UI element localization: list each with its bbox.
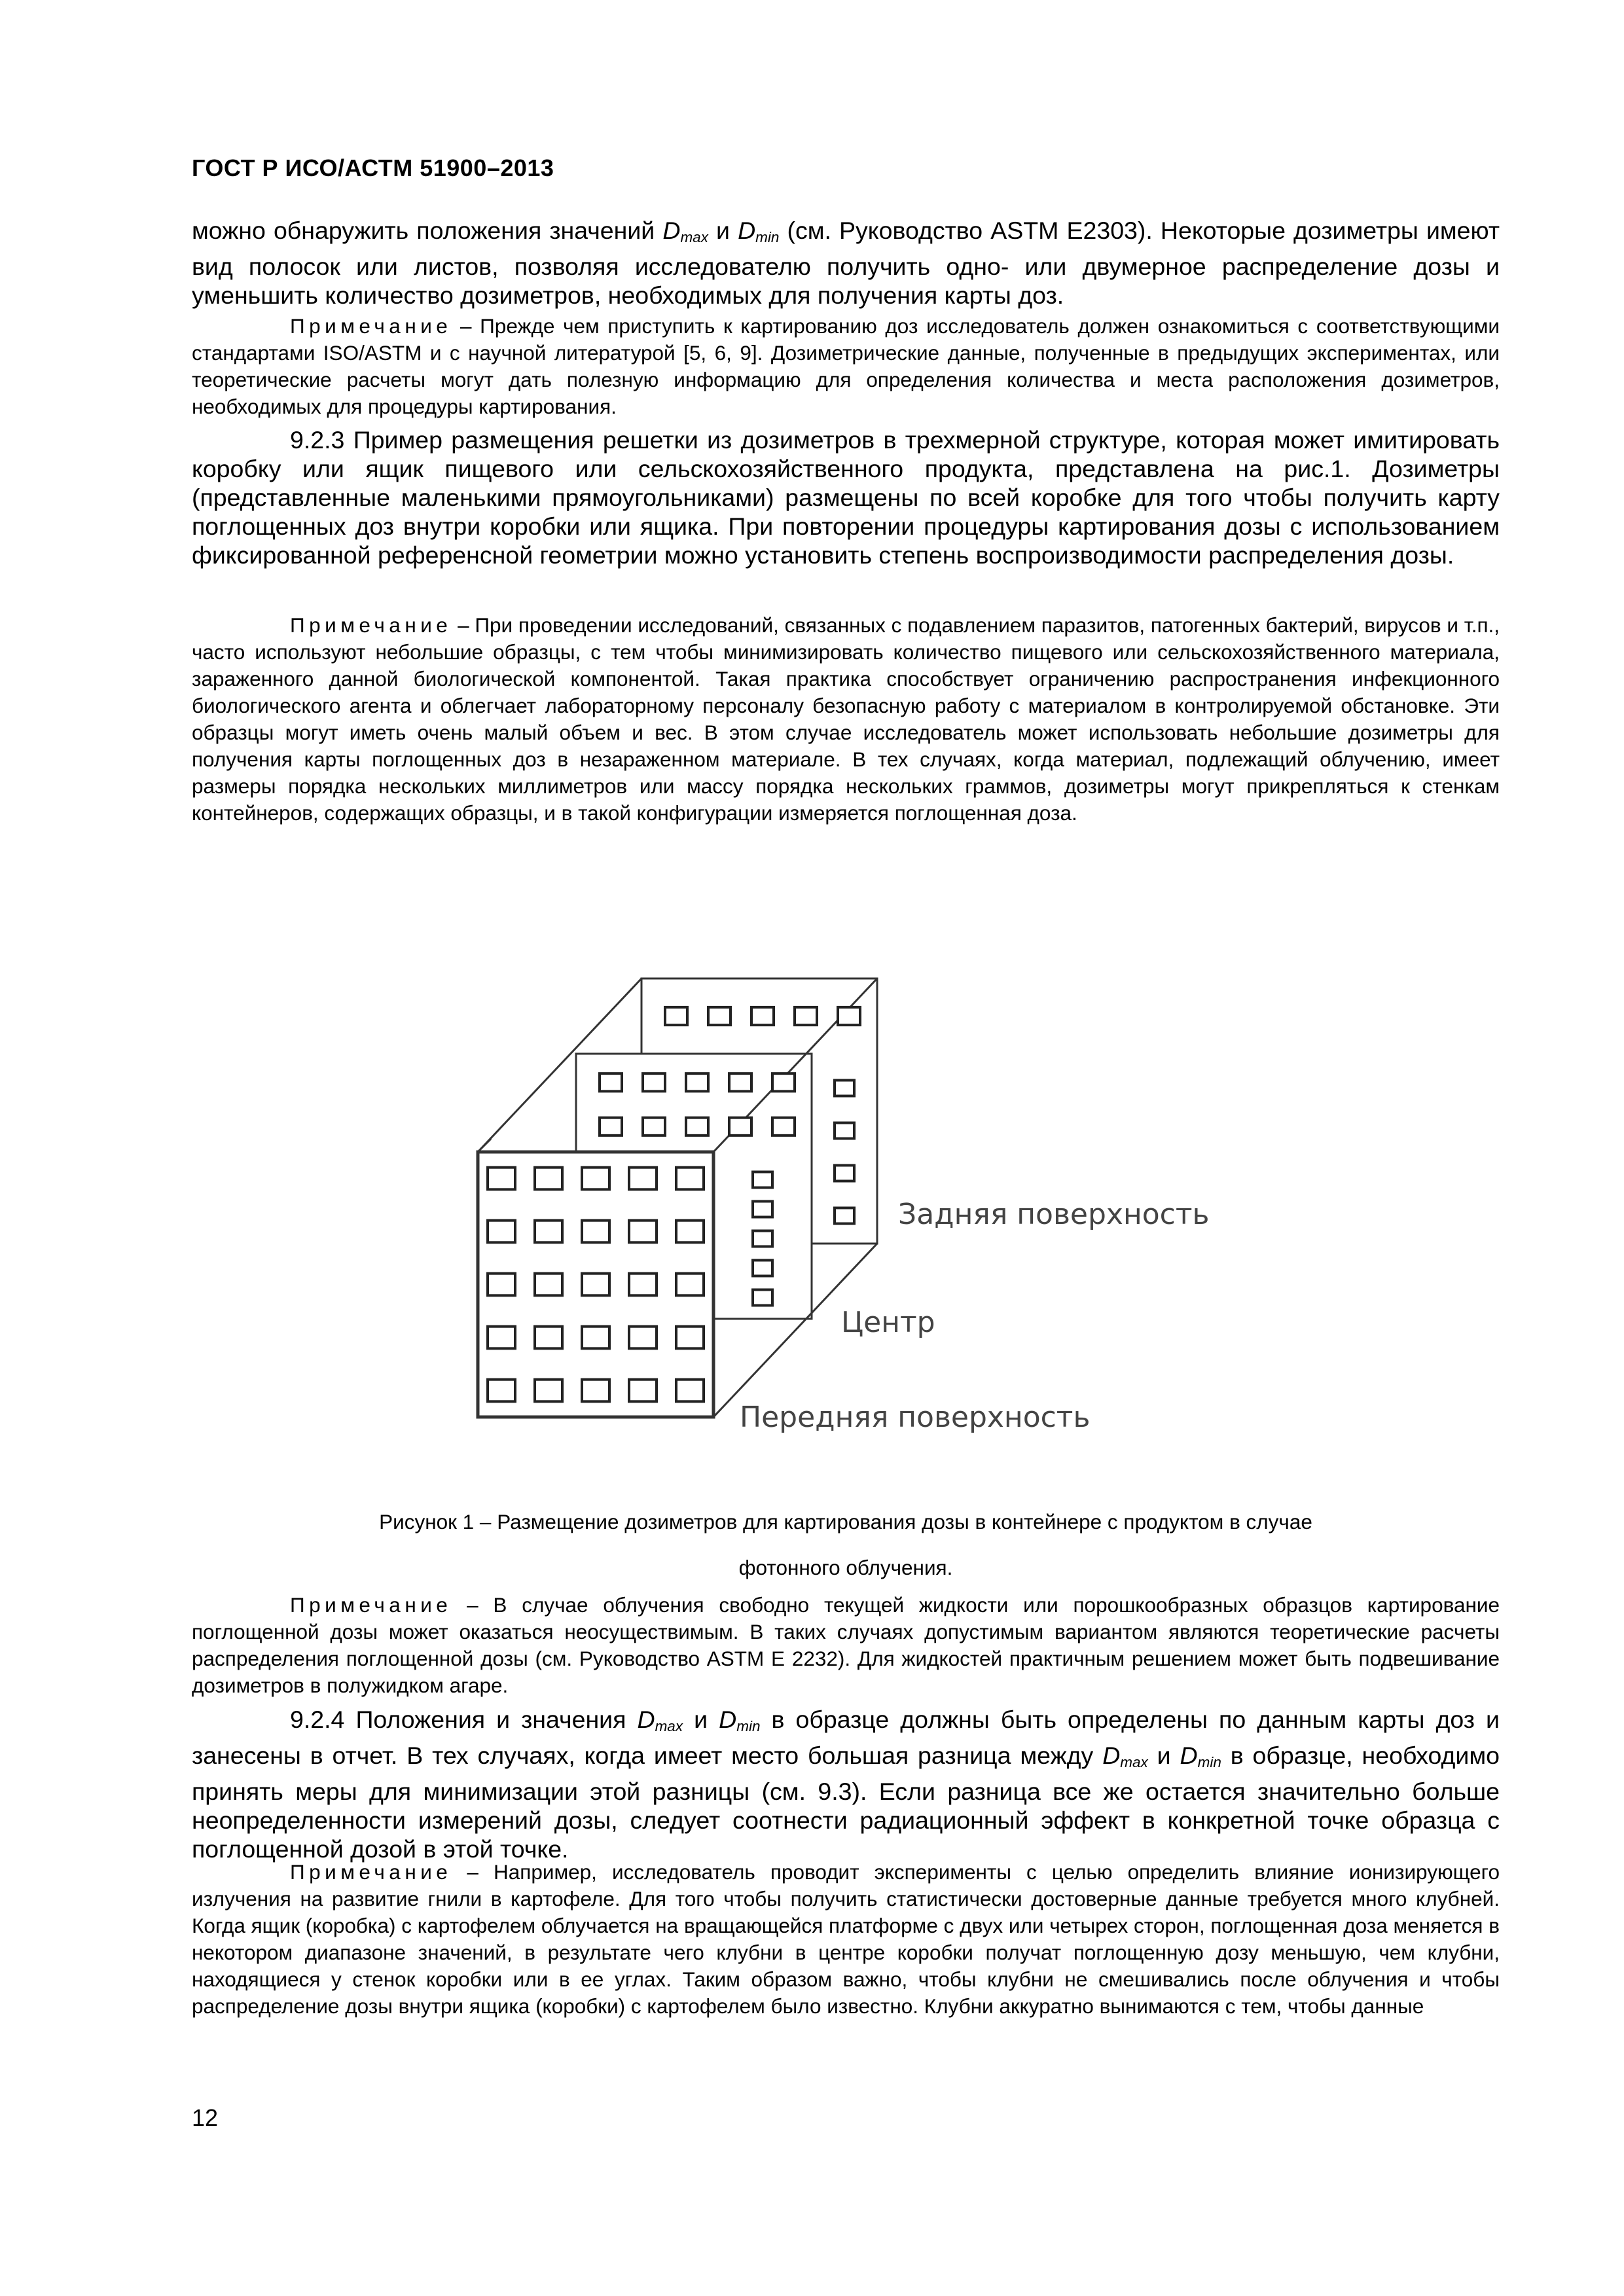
paragraph-text: и [708, 217, 738, 244]
dosimeter-square [488, 1380, 515, 1402]
note-4 [192, 1859, 1500, 2020]
dosimeter-square [629, 1380, 657, 1402]
dosimeter-square [753, 1231, 772, 1247]
figure-1-dosimeter-box [458, 949, 1210, 1460]
dosimeter-square [838, 1007, 860, 1025]
paragraph-9-2-3 [192, 425, 1500, 569]
dosimeter-square [629, 1168, 657, 1190]
dosimeter-square [582, 1168, 609, 1190]
symbol-d: D [1102, 1742, 1121, 1769]
dosimeter-square [676, 1327, 704, 1349]
dosimeter-square [629, 1274, 657, 1296]
page-number: 12 [192, 2104, 219, 2131]
dosimeter-square [535, 1274, 562, 1296]
dosimeter-square [600, 1073, 622, 1091]
dosimeter-square [629, 1327, 657, 1349]
symbol-d: D [662, 217, 681, 244]
paragraph-text: и [1147, 1742, 1180, 1769]
dosimeter-square [686, 1118, 708, 1136]
subscript-min: min [1197, 1754, 1221, 1770]
dosimeter-square [772, 1073, 795, 1091]
dosimeter-square [753, 1261, 772, 1276]
note-2 [192, 612, 1500, 827]
dosimeter-square [582, 1380, 609, 1402]
paragraph-text: в образце, необходимо принять меры для минимизации этой разницы (см. 9.3). Если разница все же остается значительно больше неопределенности измерений дозы, следует соотнести радиационный эффект в конкретной точке образца с поглощенной дозой в этой точке. [192, 1742, 1500, 1863]
note-text: – Прежде чем приступить к картированию доз исследователь должен ознакомиться с соответствующими стандартами ISO/ASTM и с научной литературой [5, 6, 9]. Дозиметрические данные, полученные в предыдущих экспериментах, или теоретические расчеты могут дать полезную информацию для определения количества и места расположения дозиметров, необходимых для процедуры картирования. [192, 314, 1500, 418]
paragraph-text: и [683, 1706, 719, 1733]
symbol-d: D [738, 217, 756, 244]
note-text: – Например, исследователь проводит эксперименты с целью определить влияние ионизирующего излучения на развитие гнили в картофеле. Для того чтобы получить статистически достоверные данные требуется много клубней. Когда ящик (коробка) с картофелем облучается на вращающейся платформе с двух или четырех сторон, поглощенная доза меняется в некотором диапазоне значений, в результате чего клубни в центре коробки получат поглощенную дозу меньшую, чем клубни, находящиеся у стенок коробки или в ее углах. Таким образом важно, чтобы клубни не смешивались после облучения и чтобы распределение дозы внутри ящика (коробки) с картофелем было известно. Клубни аккуратно вынимаются с тем, чтобы данные [192, 1860, 1500, 2018]
note-text: – В случае облучения свободно текущей жидкости или порошкообразных образцов картирование поглощенной дозы может оказаться неосуществимым. В таких случаях допустимым вариантом являются теоретические расчеты распределения поглощенной дозы (см. Руководство ASTM E 2232). Для жидкостей практичным решением может быть подвешивание дозиметров в полужидком агаре. [192, 1593, 1500, 1697]
paragraph-text: 9.2.3 Пример размещения решетки из дозиметров в трехмерной структуре, которая может имитировать коробку или ящик пищевого или сельскохозяйственного продукта, представлена на рис.1. Дозиметры (представленные маленькими прямоугольниками) размещены по всей коробке для того чтобы получить карту поглощенных доз внутри коробки или ящика. При повторении процедуры картирования дозы с использованием фиксированной референсной геометрии можно установить степень воспроизводимости распределения дозы. [192, 426, 1500, 569]
note-label: Примечание [290, 314, 452, 338]
subscript-max: max [680, 229, 708, 245]
dosimeter-square [729, 1118, 751, 1136]
dosimeter-square [488, 1168, 515, 1190]
dosimeter-square [582, 1221, 609, 1243]
dosimeter-square [629, 1221, 657, 1243]
subscript-min: min [755, 229, 780, 245]
paragraph-text: (см. Руководство ASTM E2303). Некоторые дозиметры имеют вид полосок или листов, позволяя исследователю получить одно- или двумерное распределение дозы и уменьшить количество дозиметров, необходимых для получения карты доз. [192, 217, 1500, 309]
dosimeter-square [835, 1166, 854, 1181]
dosimeter-square [643, 1118, 665, 1136]
paragraph-text: 9.2.4 Положения и значения [290, 1706, 638, 1733]
paragraph-9-2-4 [192, 1705, 1500, 1863]
dosimeter-square [535, 1327, 562, 1349]
note-label: Примечание [290, 1593, 452, 1617]
note-text: – При проведении исследований, связанных с подавлением паразитов, патогенных бактерий, вирусов и т.п., часто используют небольшие образцы, с тем чтобы минимизировать количество пищевого или сельскохозяйственного материала, зараженного данной биологической компонентой. Такая практика способствует ограничению распространения инфекционного биологического агента и облегчает лабораторному персоналу безопасную работу с материалом в контролируемой обстановке. Эти образцы могут иметь очень малый объем и вес. В этом случае исследователь может использовать небольшие дозиметры для получения карты поглощенных доз в незараженном материале. В тех случаях, когда материал, подлежащий облучению, имеет размеры порядка нескольких миллиметров или массу порядка нескольких граммов, дозиметры могут прикрепляться к стенкам контейнеров, содержащих образцы, и в такой конфигурации измеряется поглощенная доза. [192, 613, 1500, 825]
dosimeter-square [753, 1172, 772, 1188]
symbol-d: D [719, 1706, 737, 1733]
symbol-d: D [1180, 1742, 1198, 1769]
figure-caption [192, 1499, 1500, 1590]
dosimeter-square [772, 1118, 795, 1136]
dosimeter-square [753, 1202, 772, 1217]
paragraph-dmax-dmin [192, 216, 1500, 310]
caption-line-2: фотонного облучения. [738, 1556, 953, 1579]
dosimeter-square [676, 1168, 704, 1190]
dosimeter-square [729, 1073, 751, 1091]
dosimeter-square [582, 1327, 609, 1349]
paragraph-text: в образце должны быть определены по данным карты доз и занесены в отчет. В тех случаях, когда имеет место большая разница между [192, 1706, 1500, 1769]
dosimeter-square [488, 1221, 515, 1243]
dosimeter-square [535, 1380, 562, 1402]
dosimeter-square [676, 1274, 704, 1296]
note-label: Примечание [290, 1860, 452, 1884]
label-center: Центр [841, 1306, 935, 1339]
dosimeter-square [686, 1073, 708, 1091]
dosimeter-square [582, 1274, 609, 1296]
dosimeter-square [676, 1380, 704, 1402]
dosimeter-square [676, 1221, 704, 1243]
dosimeter-square [753, 1290, 772, 1306]
dosimeter-square [643, 1073, 665, 1091]
dosimeter-square [600, 1118, 622, 1136]
dosimeter-square [708, 1007, 731, 1025]
subscript-max: max [655, 1718, 683, 1734]
dosimeter-square [835, 1123, 854, 1139]
caption-line-1: Рисунок 1 – Размещение дозиметров для картирования дозы в контейнере с продуктом в случае [379, 1510, 1312, 1534]
dosimeter-square [835, 1208, 854, 1224]
symbol-d: D [637, 1706, 655, 1733]
dosimeter-square [535, 1221, 562, 1243]
dosimeter-square [751, 1007, 774, 1025]
subscript-max: max [1120, 1754, 1148, 1770]
label-front-surface: Передняя поверхность [740, 1401, 1091, 1434]
dosimeter-square [665, 1007, 687, 1025]
dosimeter-square [488, 1274, 515, 1296]
subscript-min: min [736, 1718, 761, 1734]
dosimeter-square [835, 1081, 854, 1096]
note-label: Примечание [290, 613, 452, 637]
dosimeter-square [795, 1007, 817, 1025]
document-header: ГОСТ Р ИСО/АСТМ 51900–2013 [192, 154, 554, 181]
note-1 [192, 313, 1500, 420]
note-3 [192, 1592, 1500, 1699]
dosimeter-square [535, 1168, 562, 1190]
dosimeter-square [488, 1327, 515, 1349]
paragraph-text: можно обнаружить положения значений [192, 217, 663, 244]
label-back-surface: Задняя поверхность [898, 1198, 1210, 1231]
